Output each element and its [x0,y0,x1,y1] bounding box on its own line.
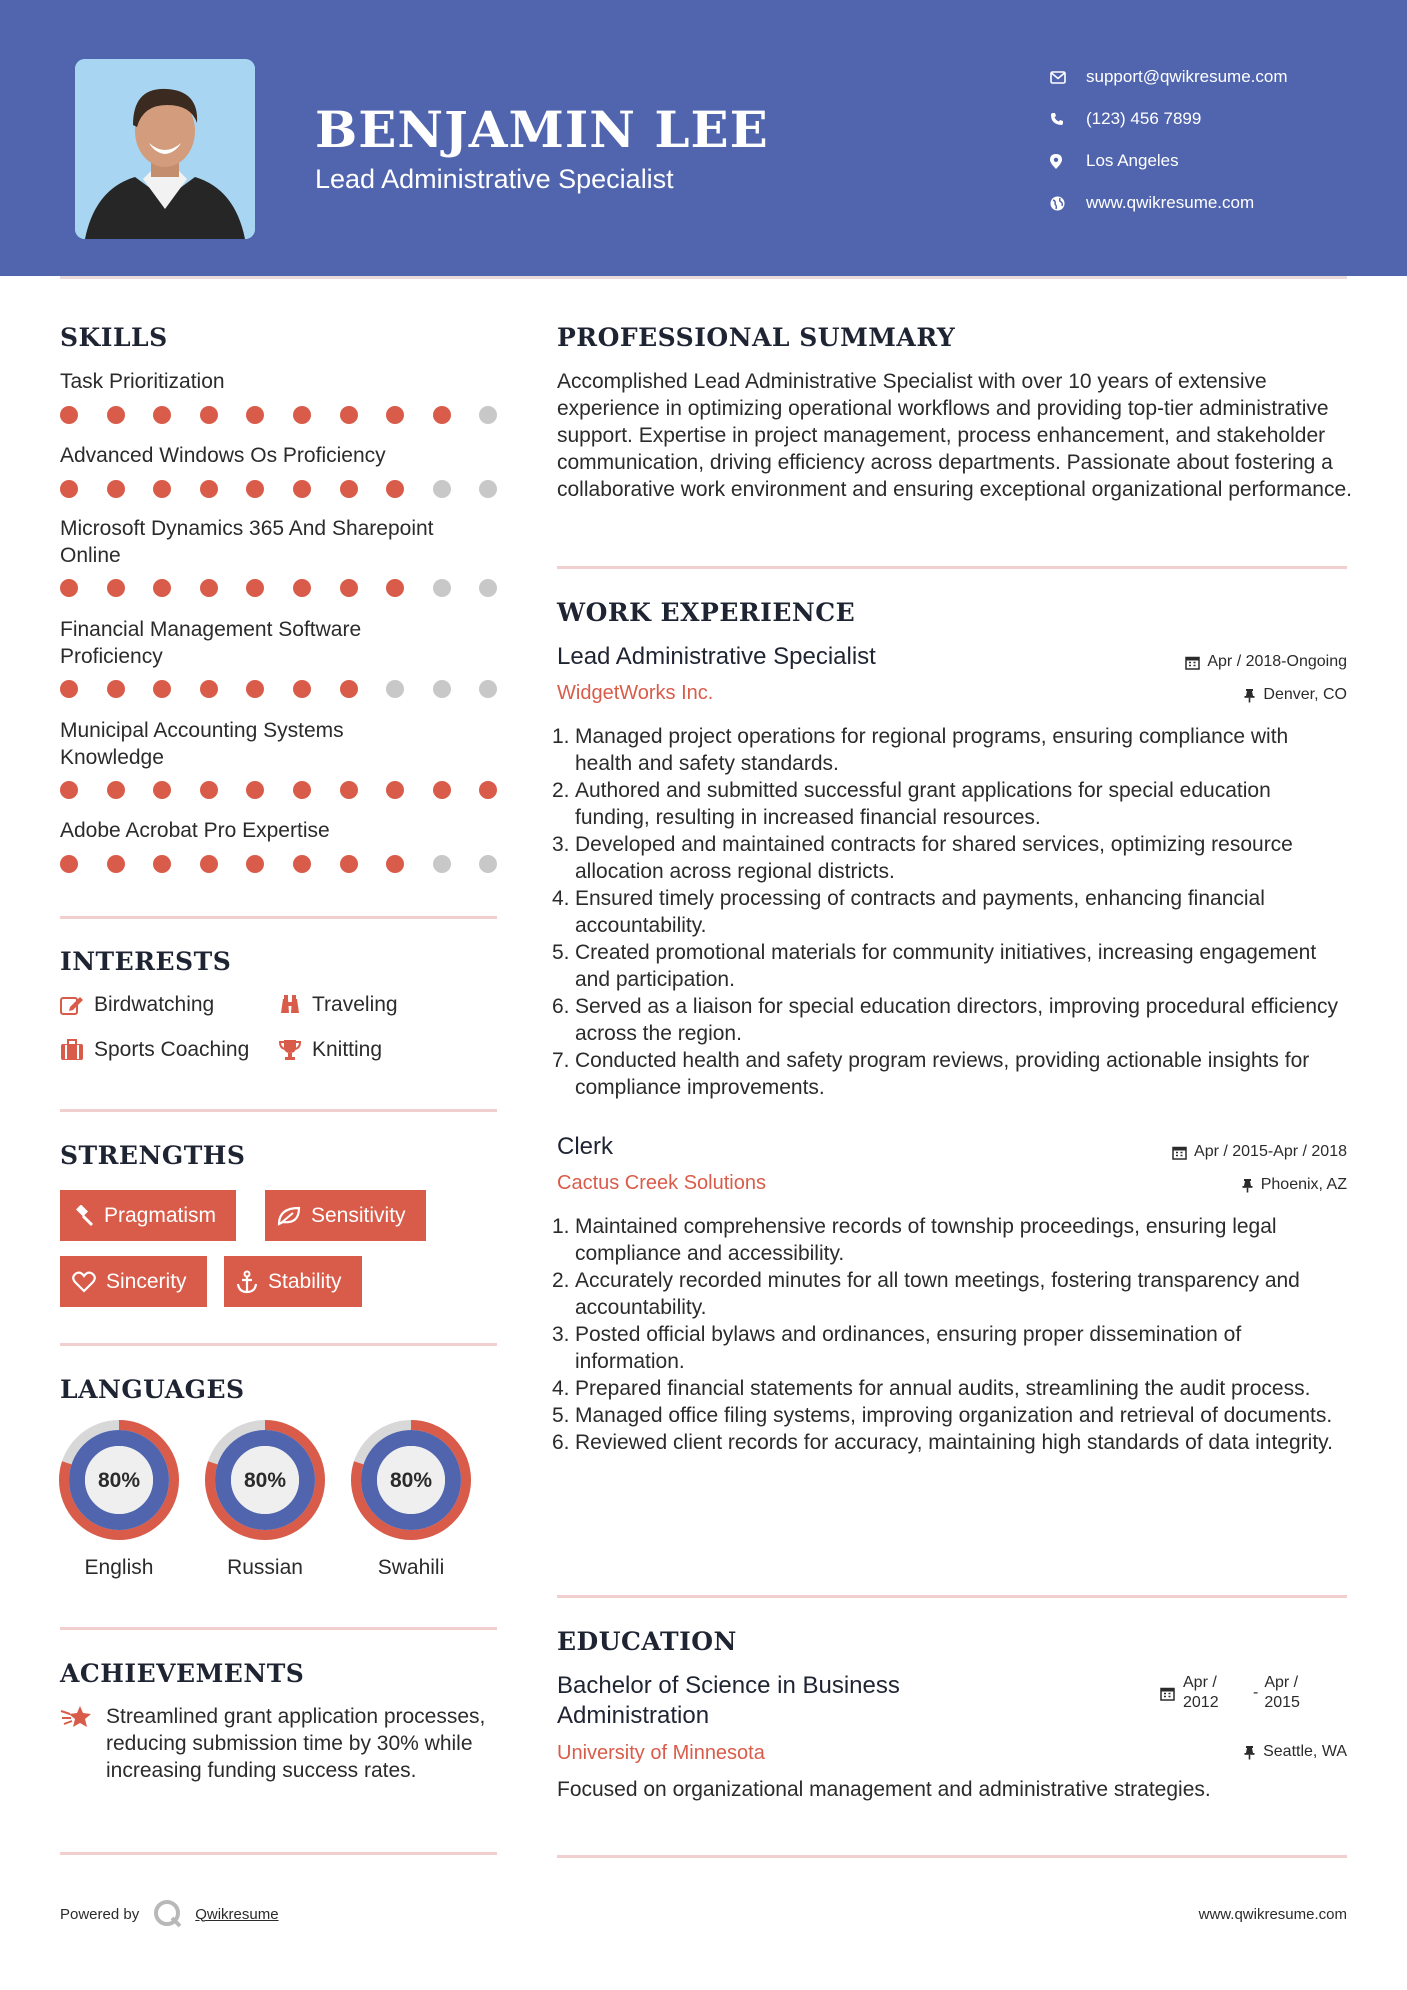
job-dates-text: Apr / 2018-Ongoing [1207,653,1347,670]
list-item: 6. Served as a liaison for special education directors, improving procedural efficiency across the region. [552,995,1339,1045]
language-percent: 80% [97,1469,141,1492]
job-location [1241,1176,1347,1194]
rating-dot-filled [153,579,171,597]
binoculars-icon [278,993,302,1017]
achievements-heading: ACHIEVEMENTS [60,1659,305,1688]
language-name: Swahili [377,1556,445,1579]
contact-email-text: support@qwikresume.com [1086,67,1288,86]
rating-dot-filled [293,680,311,698]
contact-website-text: www.qwikresume.com [1086,193,1255,212]
rating-dot-filled [246,406,264,424]
skills-heading: SKILLS [60,323,168,352]
leaf-icon [277,1206,301,1226]
rating-dot-empty [479,579,497,597]
interest-label: Traveling [312,993,398,1016]
skill-name: Microsoft Dynamics 365 And Sharepoint Online [60,517,434,567]
language-name: Russian [227,1556,303,1579]
rating-dot-empty [386,680,404,698]
skill-name: Municipal Accounting Systems Knowledge [60,719,344,769]
rating-dot-empty [433,855,451,873]
skill-name: Advanced Windows Os Proficiency [60,444,386,467]
language-item [350,1419,472,1580]
section-divider [557,1595,1347,1598]
avatar-icon [75,59,255,239]
rating-dot-filled [107,781,125,799]
list-item: 2. Authored and submitted successful grant applications for special education funding, resulting in increased financial resources. [552,779,1271,829]
contact-website[interactable] [1050,182,1288,224]
achievement-item [60,1703,497,1784]
rating-dot-filled [60,480,78,498]
rating-dot-filled [479,781,497,799]
rating-dot-filled [200,579,218,597]
rating-dot-filled [386,406,404,424]
strength-tag [265,1190,426,1241]
shooting-star-icon [60,1703,92,1729]
contact-location [1050,140,1288,182]
rating-dot-filled [200,855,218,873]
skill-rating [60,855,526,873]
rating-dot-filled [60,680,78,698]
list-item: 7. Conducted health and safety program reviews, providing actionable insights for compliance improvements. [552,1049,1310,1099]
header-divider [60,276,1347,279]
list-item: 3. Developed and maintained contracts for shared services, optimizing resource allocation across regional districts. [552,833,1293,883]
rating-dot-filled [200,480,218,498]
skill-rating [60,579,526,597]
job-location [1243,686,1347,704]
job-location-text: Denver, CO [1263,686,1347,703]
strength-tag [60,1190,236,1241]
rating-dot-filled [293,855,311,873]
trophy-icon [278,1038,302,1062]
candidate-title: Lead Administrative Specialist [315,164,674,194]
rating-dot-filled [340,406,358,424]
footer-website[interactable]: www.qwikresume.com [1198,1906,1347,1923]
interest-item [60,1038,249,1062]
rating-dot-filled [200,781,218,799]
date-separator: - [1253,1684,1259,1701]
skill-rating [60,480,526,498]
interest-item [278,993,398,1017]
interests-heading: INTERESTS [60,947,232,976]
rating-dot-filled [107,680,125,698]
skill-rating [60,680,526,698]
strength-label: Stability [268,1269,342,1293]
rating-dot-filled [293,781,311,799]
rating-dot-filled [60,781,78,799]
rating-dot-empty [433,680,451,698]
contact-phone-text: (123) 456 7899 [1086,109,1202,128]
job-duties [552,1213,1347,1456]
strength-tag [60,1256,207,1307]
rating-dot-filled [340,579,358,597]
summary-heading: PROFESSIONAL SUMMARY [557,323,956,352]
anchor-icon [236,1270,258,1294]
calendar-icon [1160,1686,1175,1701]
job-dates [1172,1143,1347,1161]
skill-item [60,717,497,771]
powered-by-label: Powered by [60,1905,140,1923]
pushpin-icon [1243,688,1256,703]
interest-label: Birdwatching [94,993,215,1016]
interest-item [278,1038,382,1062]
rating-dot-filled [340,855,358,873]
qwikresume-logo-icon [153,1899,183,1929]
degree-title: Bachelor of Science in Business Administration [557,1672,900,1729]
section-divider [557,1855,1347,1858]
skill-name: Financial Management Software Proficiency [60,618,362,668]
envelope-icon [1050,71,1086,84]
education-description: Focused on organizational management and administrative strategies. [557,1778,1211,1801]
strength-label: Pragmatism [104,1203,217,1227]
contact-email[interactable] [1050,56,1288,98]
edit-icon [60,994,84,1016]
skill-item [60,515,497,569]
interest-item [60,993,214,1017]
rating-dot-empty [433,579,451,597]
calendar-icon [1172,1145,1187,1160]
strengths-heading: STRENGTHS [60,1141,246,1170]
list-item: 3. Posted official bylaws and ordinances, ensuring proper dissemination of information. [552,1323,1242,1373]
skill-rating [60,406,526,424]
rating-dot-filled [60,579,78,597]
education-dates [1160,1673,1314,1713]
rating-dot-filled [246,855,264,873]
list-item: 4. Prepared financial statements for annual audits, streamlining the audit process. [552,1377,1311,1400]
rating-dot-filled [107,855,125,873]
rating-dot-filled [200,680,218,698]
rating-dot-filled [153,406,171,424]
contact-location-text: Los Angeles [1086,151,1179,170]
rating-dot-filled [293,406,311,424]
skill-item [60,368,497,395]
rating-dot-empty [479,406,497,424]
list-item: 4. Ensured timely processing of contracts and payments, enhancing financial accountability. [552,887,1265,937]
language-percent: 80% [243,1469,287,1492]
rating-dot-filled [246,781,264,799]
rating-dot-filled [246,579,264,597]
pushpin-icon [1243,1745,1256,1760]
strength-tag [224,1256,362,1307]
rating-dot-filled [386,781,404,799]
rating-dot-filled [340,680,358,698]
section-divider [60,1109,497,1112]
rating-dot-empty [479,855,497,873]
briefcase-icon [60,1039,84,1061]
rating-dot-filled [340,480,358,498]
map-pin-icon [1050,154,1086,169]
list-item: 1. Managed project operations for regional programs, ensuring compliance with health and safety standards. [552,725,1289,775]
education-location-text: Seattle, WA [1263,1743,1347,1760]
job-title: Lead Administrative Specialist [557,643,876,670]
list-item: 2. Accurately recorded minutes for all town meetings, fostering transparency and accountability. [552,1269,1300,1319]
rating-dot-filled [386,579,404,597]
globe-icon [1050,196,1086,211]
experience-heading: WORK EXPERIENCE [557,598,856,627]
resume-header [0,0,1407,276]
skill-name: Adobe Acrobat Pro Expertise [60,819,330,842]
rating-dot-filled [153,480,171,498]
skill-name: Task Prioritization [60,370,225,393]
pushpin-icon [1241,1178,1254,1193]
rating-dot-filled [386,855,404,873]
footer-branding [60,1899,279,1929]
gavel-icon [72,1205,94,1227]
rating-dot-filled [293,480,311,498]
heart-icon [72,1271,96,1293]
job-dates-text: Apr / 2015-Apr / 2018 [1194,1143,1347,1160]
section-divider [557,566,1347,569]
strength-label: Sensitivity [311,1203,406,1227]
rating-dot-filled [246,680,264,698]
rating-dot-filled [433,406,451,424]
language-gauge [58,1419,180,1541]
section-divider [60,916,497,919]
rating-dot-filled [153,680,171,698]
language-gauge [204,1419,326,1541]
skill-item [60,442,497,469]
rating-dot-filled [60,406,78,424]
rating-dot-filled [433,781,451,799]
rating-dot-filled [386,480,404,498]
language-percent: 80% [389,1469,433,1492]
achievement-text: Streamlined grant application processes, reducing submission time by 30% while increasing funding success rates. [106,1705,486,1782]
languages-heading: LANGUAGES [60,1375,245,1404]
rating-dot-filled [107,406,125,424]
company-name: Cactus Creek Solutions [557,1172,766,1194]
rating-dot-filled [200,406,218,424]
rating-dot-filled [107,579,125,597]
interest-label: Sports Coaching [94,1038,250,1061]
education-start: Apr / 2012 [1183,1674,1219,1711]
language-name: English [84,1556,154,1579]
rating-dot-filled [153,855,171,873]
language-item [58,1419,180,1580]
section-divider [60,1852,497,1855]
education-location [1243,1743,1347,1761]
list-item: 6. Reviewed client records for accuracy, maintaining high standards of data integrity. [552,1431,1333,1454]
company-name: WidgetWorks Inc. [557,682,714,704]
education-end: Apr / 2015 [1264,1674,1300,1711]
contact-phone[interactable] [1050,98,1288,140]
summary-text: Accomplished Lead Administrative Specialist with over 10 years of extensive experience in optimizing operational workflows and providing top-tier administrative support. Expertise in project management, process enhancement, and stakeholder communication, driving efficiency across departments. Passionate about fostering a collaborative work environment and ensuring exceptional organizational performance. [557,370,1352,501]
rating-dot-empty [433,480,451,498]
section-divider [60,1627,497,1630]
list-item: 1. Maintained comprehensive records of township proceedings, ensuring legal compliance and accessibility. [552,1215,1277,1265]
interest-label: Knitting [312,1038,383,1061]
list-item: 5. Managed office filing systems, improving organization and retrieval of documents. [552,1404,1333,1427]
rating-dot-empty [479,680,497,698]
phone-icon [1050,112,1086,126]
school-name: University of Minnesota [557,1742,765,1764]
job-duties [552,723,1347,1101]
section-divider [60,1343,497,1346]
contact-list [1050,56,1288,224]
strength-label: Sincerity [106,1269,187,1293]
job-dates [1185,653,1347,671]
profile-photo [75,59,255,239]
list-item: 5. Created promotional materials for community initiatives, increasing engagement and participation. [552,941,1317,991]
skill-item [60,616,497,670]
rating-dot-filled [293,579,311,597]
job-location-text: Phoenix, AZ [1260,1176,1347,1193]
language-gauge [350,1419,472,1541]
education-heading: EDUCATION [557,1627,737,1656]
rating-dot-filled [153,781,171,799]
qwikresume-link[interactable]: Qwikresume [195,1905,279,1923]
rating-dot-filled [340,781,358,799]
rating-dot-empty [479,480,497,498]
rating-dot-filled [246,480,264,498]
candidate-name: BENJAMIN LEE [315,100,769,159]
job-title: Clerk [557,1133,614,1160]
rating-dot-filled [60,855,78,873]
skill-item [60,817,497,844]
calendar-icon [1185,655,1200,670]
rating-dot-filled [107,480,125,498]
language-item [204,1419,326,1580]
skill-rating [60,781,526,799]
